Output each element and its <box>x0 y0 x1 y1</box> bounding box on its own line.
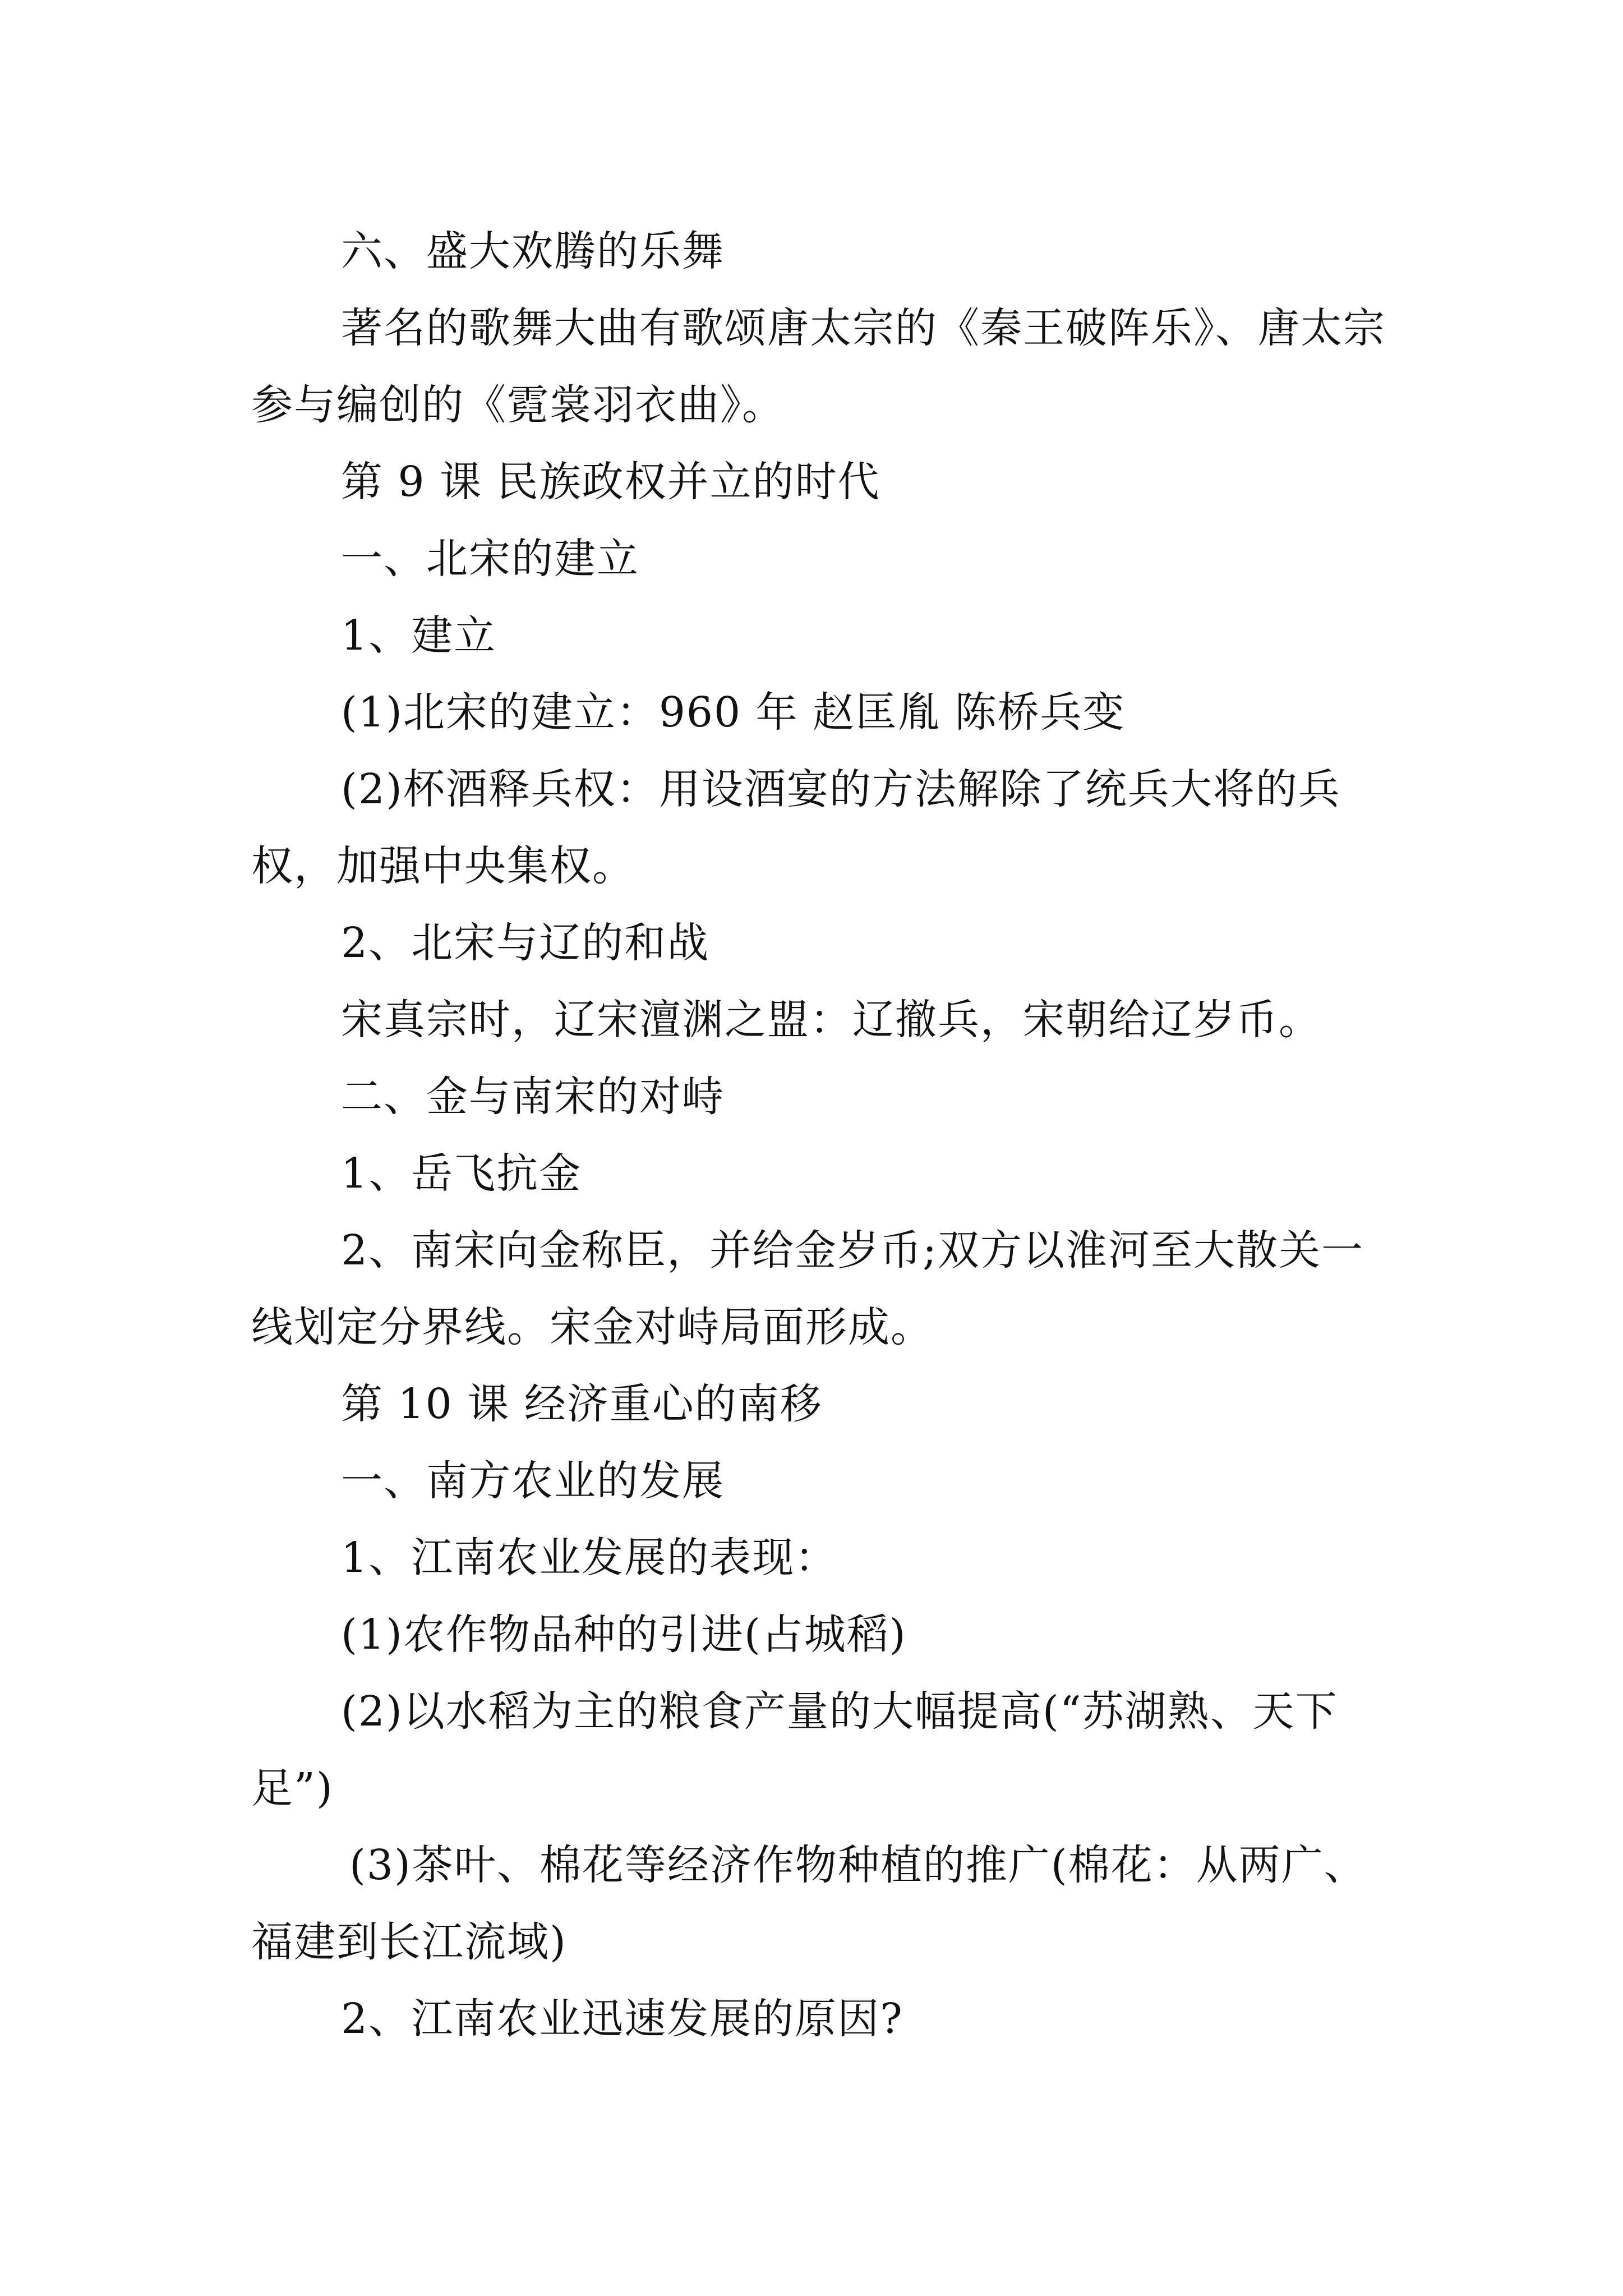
section-heading-jin-southern-song: 二、金与南宋的对峙 <box>341 1073 725 1121</box>
paragraph-famous-dances: 著名的歌舞大曲有歌颂唐太宗的《秦王破阵乐》、唐太宗参与编创的《霓裳羽衣曲》。 <box>251 304 1386 429</box>
list-item-cash-crops: (3)茶叶、棉花等经济作物种植的推广(棉花：从两广、福建到长江流域) <box>251 1841 1367 1966</box>
list-item-wine-cup-military: (2)杯酒释兵权：用设酒宴的方法解除了统兵大将的兵权，加强中央集权。 <box>251 765 1341 890</box>
lesson-title-10: 第 10 课 经济重心的南移 <box>341 1380 823 1428</box>
subheading-agriculture-reasons: 2、江南农业迅速发展的原因? <box>341 1995 903 2043</box>
section-heading-southern-agriculture: 一、南方农业的发展 <box>341 1457 725 1505</box>
list-item-northern-song-founding: (1)北宋的建立：960 年 赵匡胤 陈桥兵变 <box>341 688 1126 737</box>
document-body <box>251 213 1401 2058</box>
list-item-yue-fei: 1、岳飞抗金 <box>341 1149 582 1198</box>
subheading-establishment: 1、建立 <box>341 611 497 660</box>
list-item-rice-production: (2)以水稻为主的粮食产量的大幅提高(“苏湖熟、天下足”) <box>251 1687 1338 1812</box>
section-heading-northern-song: 一、北宋的建立 <box>341 535 639 583</box>
list-item-southern-song-vassal: 2、南宋向金称臣，并给金岁币;双方以淮河至大散关一线划定分界线。宋金对峙局面形成。 <box>251 1226 1364 1351</box>
lesson-title-9: 第 9 课 民族政权并立的时代 <box>341 458 880 506</box>
subheading-agriculture-manifestations: 1、江南农业发展的表现： <box>341 1534 838 1582</box>
list-item-crop-varieties: (1)农作物品种的引进(占城稻) <box>341 1611 907 1659</box>
subheading-song-liao: 2、北宋与辽的和战 <box>341 919 710 967</box>
paragraph-chanyuan-treaty: 宋真宗时，辽宋澶渊之盟：辽撤兵，宋朝给辽岁币。 <box>341 996 1321 1044</box>
section-heading-music-dance: 六、盛大欢腾的乐舞 <box>341 227 725 275</box>
